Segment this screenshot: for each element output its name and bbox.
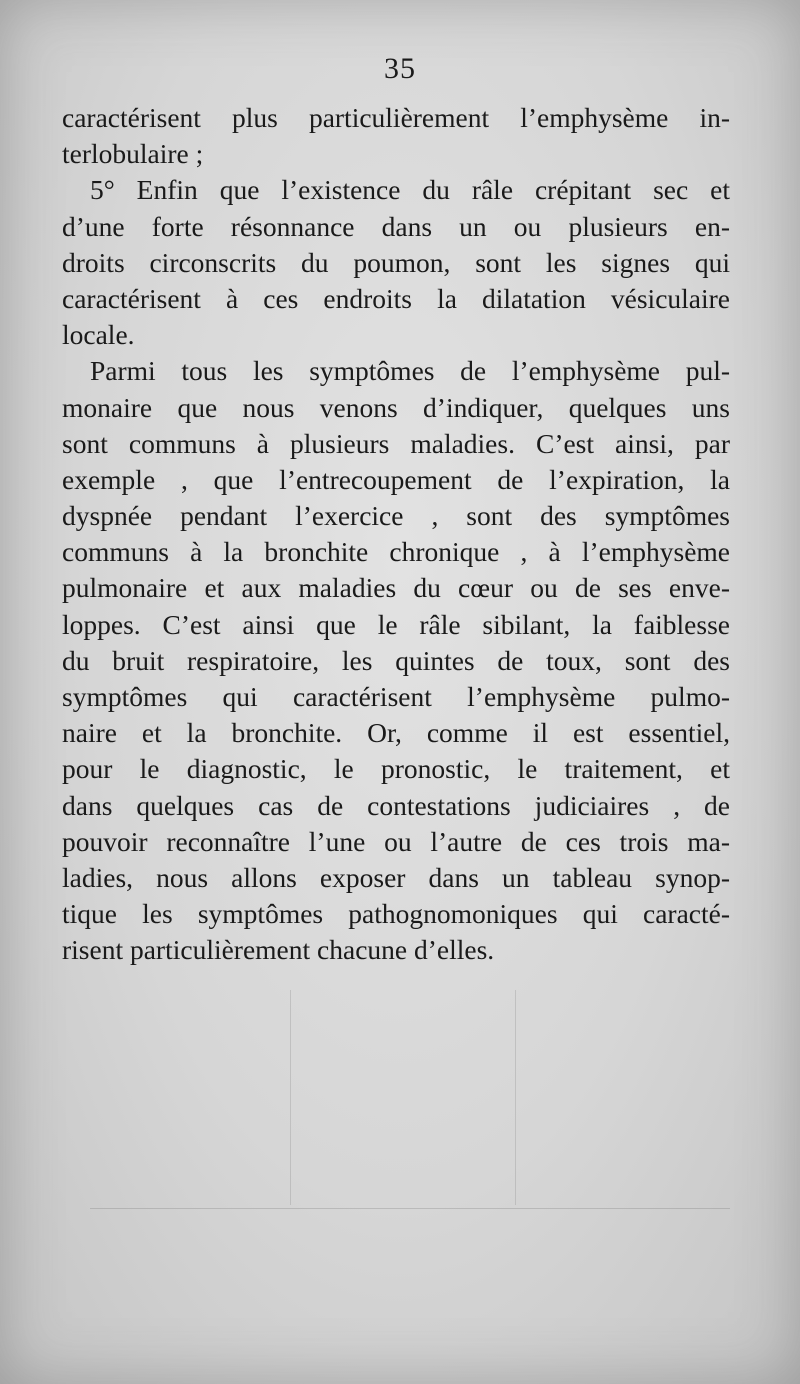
text-line: exemple , que l’entrecoupement de l’expiration, la: [62, 463, 730, 495]
body-text: [62, 100, 730, 969]
text-line: pouvoir reconnaître l’une ou l’autre de ces trois ma-: [62, 825, 730, 857]
text-line: locale.: [62, 319, 135, 351]
text-line: caractérisent plus particulièrement l’emphysème in-: [62, 102, 730, 133]
text-line: caractérisent à ces endroits la dilatation vésiculaire: [62, 282, 730, 314]
text-line: Parmi tous les symptômes de l’emphysème pul-: [90, 355, 730, 387]
text-line: terlobulaire ;: [62, 138, 204, 170]
text-line: risent particulièrement chacune d’elles.: [62, 934, 495, 966]
text-line: tique les symptômes pathognomoniques qui caracté-: [62, 898, 730, 930]
bleed-through-rule: [90, 1208, 730, 1209]
text-line: naire et la bronchite. Or, comme il est essentiel,: [62, 717, 730, 749]
text-line: dyspnée pendant l’exercice , sont des symptômes: [62, 500, 730, 532]
text-line: d’une forte résonnance dans un ou plusieurs en-: [62, 210, 730, 242]
text-line: loppes. C’est ainsi que le râle sibilant, la faiblesse: [62, 608, 730, 640]
text-line: communs à la bronchite chronique , à l’emphysème: [62, 536, 730, 568]
text-line: 5° Enfin que l’existence du râle crépitant sec et: [90, 174, 730, 206]
text-line: monaire que nous venons d’indiquer, quelques uns: [62, 391, 730, 423]
text-line: sont communs à plusieurs maladies. C’est ainsi, par: [62, 427, 730, 459]
text-line: du bruit respiratoire, les quintes de toux, sont des: [62, 644, 730, 676]
text-line: ladies, nous allons exposer dans un tableau synop-: [62, 861, 730, 893]
text-line: dans quelques cas de contestations judiciaires , de: [62, 789, 730, 821]
text-line: symptômes qui caractérisent l’emphysème pulmo-: [62, 681, 730, 712]
text-line: pulmonaire et aux maladies du cœur ou de ses enve-: [62, 572, 730, 604]
bleed-through-rule: [515, 990, 516, 1205]
bleed-through-rule: [290, 990, 291, 1205]
text-line: pour le diagnostic, le pronostic, le traitement, et: [62, 753, 730, 785]
page-number: 35: [384, 52, 416, 85]
text-line: droits circonscrits du poumon, sont les signes qui: [62, 246, 730, 278]
